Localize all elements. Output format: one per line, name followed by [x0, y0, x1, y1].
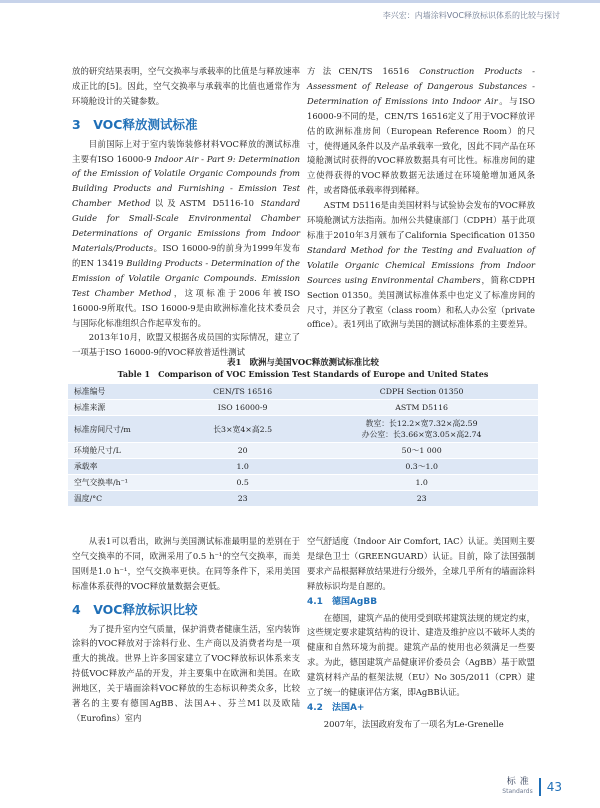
table-row	[68, 384, 538, 400]
row-header: 标准编号	[68, 384, 180, 400]
subsection-4-1-title: 4.1 德国AgBB	[307, 596, 378, 607]
cell-us-office: 办公室：长3.66×宽3.05×高2.74	[361, 430, 482, 439]
table-row	[68, 400, 538, 416]
subsection-4-2-title: 4.2 法国A+	[307, 702, 365, 713]
section-3-title: 3 VOC释放测试标准	[72, 116, 198, 132]
row-header: 空气交换率/h⁻¹	[68, 475, 180, 491]
row-header: 温度/°C	[68, 491, 180, 507]
paragraph-continued: 放的研究结果表明，空气交换率与承载率的比值是与释放速率成正比的[5]。因此，空气交换率与承载率的比值也通常作为环境舱设计的关键参数。	[72, 66, 300, 106]
cell-us: CDPH Section 01350	[305, 384, 538, 400]
paragraph-table-analysis: 从表1可以看出，欧洲与美国测试标准最明显的差别在于空气交换率的不同，欧洲采用了0.5 h⁻¹的空气交换率，而美国则是1.0 h⁻¹，空气交换率更快。在同等条件下，采用美国标准体系获得的VOC释放量数据会更低。	[72, 536, 300, 591]
cell-us-classroom: 教室：长12.2×宽7.32×高2.59	[365, 419, 478, 428]
table-row	[68, 459, 538, 475]
table-caption-en: Table 1 Comparison of VOC Emission Test Standards of Europe and United States	[117, 369, 489, 379]
magazine-name-en: Standards	[502, 788, 533, 795]
table-caption-cn: 表1 欧洲与美国VOC释放测试标准比较	[227, 357, 379, 367]
page-footer	[502, 778, 562, 796]
page-number: 43	[546, 780, 562, 794]
comparison-table-block	[68, 356, 538, 507]
cell-europe: CEN/TS 16516	[180, 384, 305, 400]
cell-europe: 长3×宽4×高2.5	[180, 416, 305, 443]
table-row	[68, 443, 538, 459]
cell-us: 23	[305, 491, 538, 507]
magazine-name	[502, 778, 532, 796]
left-column-bottom	[72, 534, 300, 726]
paragraph-label-systems: 为了提升室内空气质量，保护消费者健康生活，室内装饰涂料的VOC释放对于涂料行业、生产商以及消费者均是一项重大的挑战。世界上许多国家建立了VOC释放标识体系来支持低VOC释放产品的开发，并主要集中在欧洲和美国。在欧洲地区，关于墙面涂料VOC释放的生态标识种类众多，比较著名的主要有德国AgBB、法国A+、芬兰M1以及欧陆（Eurofins）室内	[72, 623, 300, 723]
row-header: 标准房间尺寸/m	[68, 416, 180, 443]
cell-europe: 20	[180, 443, 305, 459]
paragraph-agbb: 在德国，建筑产品的使用受到联邦建筑法规的规定约束，这些规定要求建筑结构的设计、建造及维护应以不破坏人类的健康和自然环境为前提。建筑产品的使用也必须满足一些要求。为此，德国建筑产品健康评价委员会（AgBB）基于欧盟建筑材料产品的框架法规（EU）No 305/2011（CPR）建立了统一的健康评估方案，即AgBB认证。	[307, 612, 535, 698]
row-header: 标准来源	[68, 400, 180, 416]
right-column-bottom	[307, 534, 535, 732]
section-4-title: 4 VOC释放标识比较	[72, 601, 198, 617]
table-row	[68, 416, 538, 443]
header-rule	[0, 0, 600, 3]
cell-europe: 0.5	[180, 475, 305, 491]
right-column-top	[307, 64, 535, 332]
paragraph-cen-ts: 方法CEN/TS 16516 Construction Products - Assessment of Release of Dangerous Substances - Determination of Emissions into Indoor Air。与ISO 16000-9不同的是，CEN/TS 16516定义了用于VOC释放评估的欧洲标准房间（European Reference Room）的尺寸，使得通风条件以及产品承载率一致化，因此不同产品在环境舱测试时获得的VOC释放数据具有可比性。标准房间的建立使得获得的VOC释放数据无法通过在环境舱增加通风条件，或者降低承载率得到稀释。	[307, 66, 535, 196]
paragraph-astm: ASTM D5116是由美国材料与试验协会发布的VOC释放环境舱测试方法指南。加州公共健康部门（CDPH）基于此项标准于2010年3月颁布了California Specification 01350 Standard Method for the Testing and Evaluation of Volatile Organic Chemical Emissions from Indoor Sources using Environmental Chambers，简称CDPH Section 01350。美国测试标准体系中也定义了标准房间的尺寸，并区分了教室（class room）和私人办公室（private office）。表1列出了欧洲与美国的测试标准体系的主要差异。	[307, 200, 536, 330]
row-header: 承载率	[68, 459, 180, 475]
cell-us	[305, 416, 538, 443]
cell-europe: ISO 16000-9	[180, 400, 305, 416]
table-row	[68, 491, 538, 507]
row-header: 环境舱尺寸/L	[68, 443, 180, 459]
paragraph-iac: 空气舒适度（Indoor Air Comfort, IAC）认证。美国则主要是绿色卫士（GREENGUARD）认证。目前，除了法国强制要求产品根据释放结果进行分级外，全球几乎所有的墙面涂料释放标识均是自愿的。	[307, 536, 535, 591]
cell-europe: 23	[180, 491, 305, 507]
paragraph-france: 2007年，法国政府发布了一项名为Le-Grenelle	[323, 718, 504, 729]
cell-us: 0.3～1.0	[305, 459, 538, 475]
table-row	[68, 475, 538, 491]
left-column-top	[72, 64, 300, 360]
paragraph-eu-2013: 2013年10月，欧盟又根据各成员国的实际情况，建立了一项基于ISO 16000-9的VOC释放普适性测试	[72, 332, 300, 358]
magazine-name-cn: 标准	[506, 777, 533, 787]
cell-europe: 1.0	[180, 459, 305, 475]
paragraph-test-standards: 目前国际上对于室内装饰装修材料VOC释放的测试标准主要有ISO 16000-9 Indoor Air - Part 9: Determination of the Emission of Volatile Organic Compounds from Building Products and Furnishing - Emission Test Chamber Method以及ASTM D5116-10 Standard Guide for Small-Scale Environmental Chamber Determinations of Organic Emissions from Indoor Materials/Products。ISO 16000-9的前身为1999年发布的EN 13419 Building Products - Determination of the Emission of Volatile Organic Compounds. Emission Test Chamber Method，这项标准于2006年被ISO 16000-9所取代。ISO 16000-9是由欧洲标准化技术委员会与国际化标准组织合作起草发布的。	[72, 138, 300, 328]
cell-us: 50～1 000	[305, 443, 538, 459]
cell-us: 1.0	[305, 475, 538, 491]
cell-us: ASTM D5116	[305, 400, 538, 416]
running-head: 李兴宏：内墙涂料VOC释放标识体系的比较与探讨	[382, 11, 560, 20]
footer-divider	[539, 778, 541, 796]
comparison-table	[68, 384, 538, 507]
